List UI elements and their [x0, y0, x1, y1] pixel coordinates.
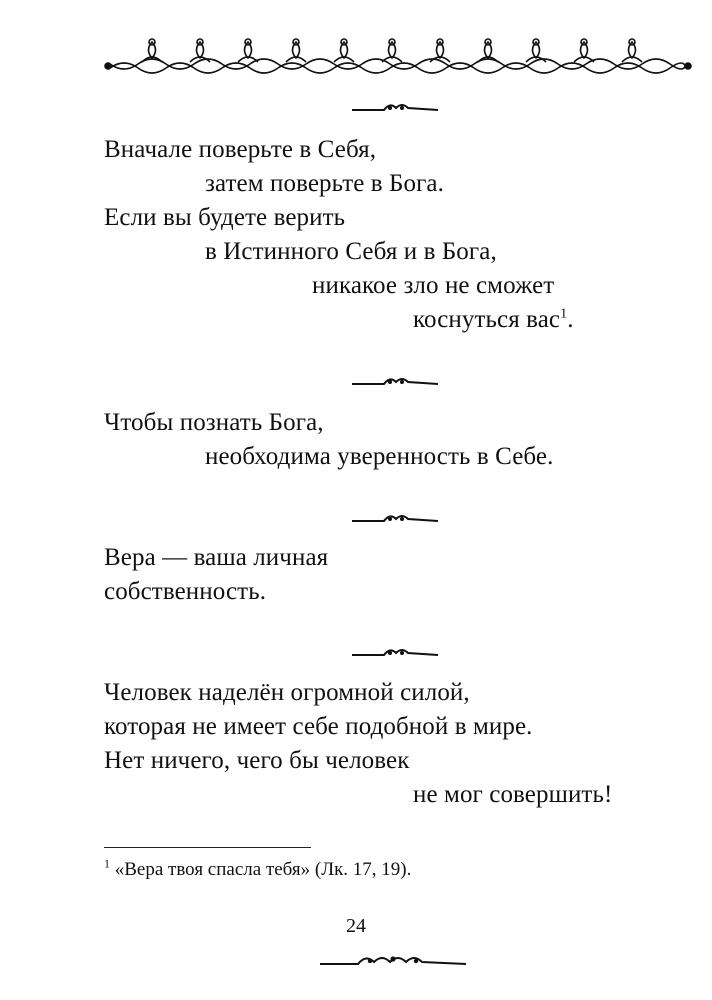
line-punctuation: .	[567, 306, 574, 333]
fleuron-divider-icon	[350, 511, 440, 525]
stanza-2-line-2: необходима уверенность в Себе.	[205, 443, 554, 470]
footnote	[104, 858, 411, 882]
stanza-3-line-1: Вера — ваша личная	[104, 544, 329, 571]
stanza-4-line-3: Нет ничего, чего бы человек	[104, 747, 410, 774]
fleuron-divider-icon	[350, 374, 440, 388]
stanza-1-line-1: Вначале поверьте в Себя,	[104, 136, 377, 163]
footnote-marker: 1	[104, 856, 110, 871]
fleuron-divider-icon	[350, 100, 440, 114]
line-text: коснуться вас	[413, 306, 561, 333]
stanza-2-line-1: Чтобы познать Бога,	[104, 409, 324, 436]
stanza-4-line-4: не мог совершить!	[413, 781, 613, 808]
footnote-reference: 1	[560, 306, 568, 322]
stanza-1-line-2: затем поверьте в Бога.	[205, 170, 444, 197]
footnote-text: «Вера твоя спасла тебя» (Лк. 17, 19).	[110, 859, 412, 880]
stanza-1-line-4: в Истинного Себя и в Бога,	[205, 238, 497, 265]
page-number: 24	[346, 915, 366, 937]
stanza-4-line-1: Человек наделён огромной силой,	[104, 679, 470, 706]
stanza-1-line-5: никакое зло не сможет	[312, 272, 555, 299]
stanza-1-line-6	[413, 305, 574, 335]
footnote-rule	[104, 847, 311, 848]
stanza-1-line-3: Если вы будете верить	[104, 204, 346, 231]
ornamental-border-icon	[104, 34, 692, 82]
fleuron-divider-icon	[350, 645, 440, 659]
stanza-4-line-2: которая не имеет себе подобной в мире.	[104, 713, 533, 740]
stanza-3-line-2: собственность.	[104, 578, 267, 605]
ornamental-tailpiece-icon	[318, 950, 468, 970]
